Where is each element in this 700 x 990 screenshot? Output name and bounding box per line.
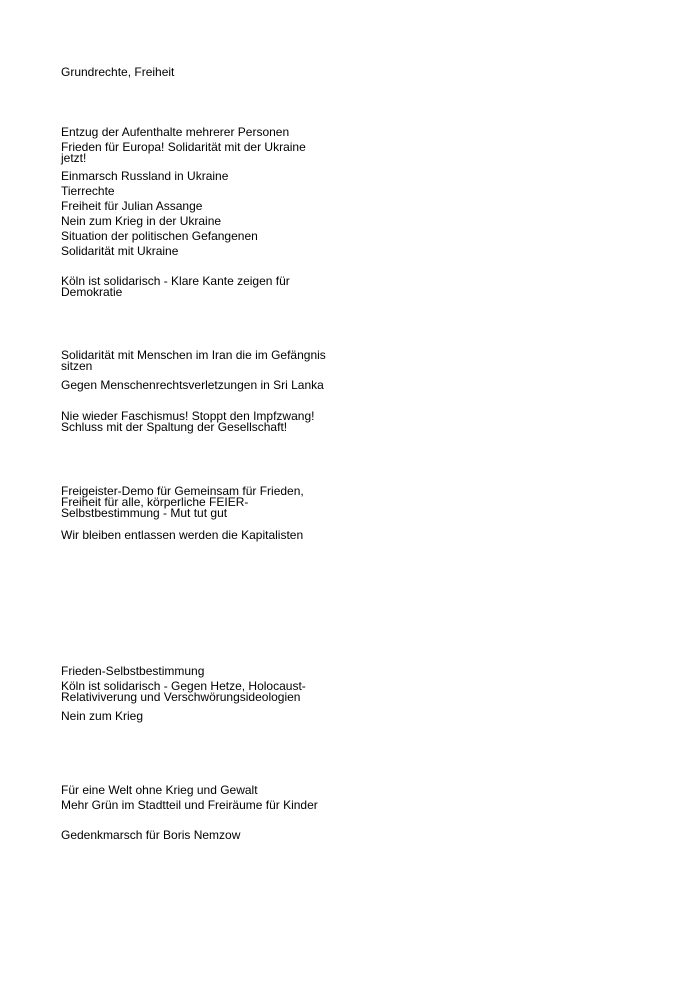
list-item: Tierrechte [61,184,115,198]
list-item: Köln ist solidarisch - Gegen Hetze, Holocaust- Relativiverung und Verschwörungsideologien [61,679,306,704]
list-item: Wir bleiben entlassen werden die Kapitalisten [61,528,304,542]
list-item: Nein zum Krieg [61,709,144,723]
list-item: Situation der politischen Gefangenen [61,229,258,243]
list-item: Entzug der Aufenthalte mehrerer Personen [61,125,290,139]
list-item: Frieden-Selbstbestimmung [61,664,205,678]
list-item: Frieden für Europa! Solidarität mit der Ukraine jetzt! [61,140,306,165]
list-item: Für eine Welt ohne Krieg und Gewalt [61,783,258,797]
list-item: Gedenkmarsch für Boris Nemzow [61,828,241,842]
list-item: Köln ist solidarisch - Klare Kante zeigen für Demokratie [61,274,290,299]
list-item: Freigeister-Demo für Gemeinsam für Frieden, Freiheit für alle, körperliche FEIER- Selbstbestimmung - Mut tut gut [61,484,304,520]
list-item: Einmarsch Russland in Ukraine [61,169,229,183]
list-item: Freiheit für Julian Assange [61,199,203,213]
list-item: Nie wieder Faschismus! Stoppt den Impfzwang! Schluss mit der Spaltung der Gesellschaft! [61,409,315,434]
list-item: Nein zum Krieg in der Ukraine [61,214,222,228]
list-item: Mehr Grün im Stadtteil und Freiräume für Kinder [61,798,318,812]
list-item: Solidarität mit Menschen im Iran die im Gefängnis sitzen [61,348,326,373]
list-item: Gegen Menschenrechtsverletzungen in Sri Lanka [61,378,324,392]
list-item: Solidarität mit Ukraine [61,244,179,258]
list-item: Grundrechte, Freiheit [61,65,175,79]
